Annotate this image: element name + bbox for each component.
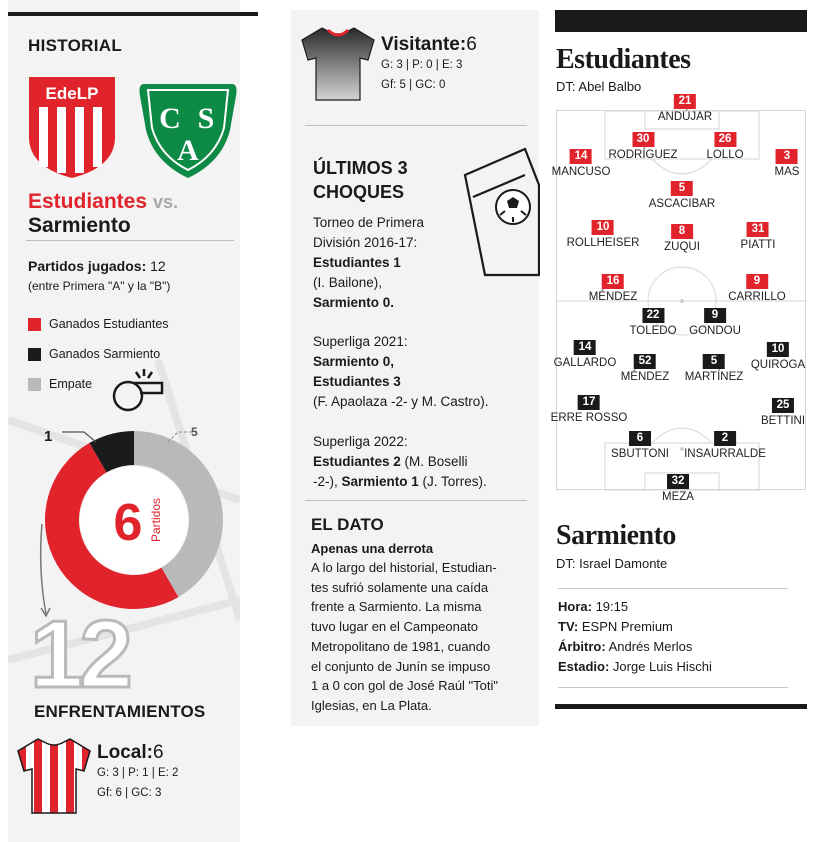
info-estadio xyxy=(558,659,712,674)
player-name: BETTINI xyxy=(760,415,806,427)
player-name: INSAURRALDE xyxy=(684,448,766,460)
player-estudiantes xyxy=(706,132,743,162)
dato-line: tuvo lugar en el Campeonato xyxy=(311,619,478,635)
player-number: 8 xyxy=(671,224,693,239)
dato-line: Iglesias, en La Plata. xyxy=(311,697,432,713)
match-1-home: Estudiantes 1 xyxy=(313,255,401,270)
estudiantes-crest-icon xyxy=(27,75,117,180)
team-home-name: Estudiantes xyxy=(28,190,148,213)
player-number: 6 xyxy=(629,431,651,446)
player-number: 52 xyxy=(634,354,656,369)
vs-label: vs. xyxy=(153,192,179,212)
player-name: RODRÍGUEZ xyxy=(608,149,678,161)
match-3-away-scorers: (J. Torres). xyxy=(418,474,487,489)
match-2-comp: Superliga 2021: xyxy=(313,334,408,349)
donut-segment-sarmiento xyxy=(98,448,134,458)
info-tv xyxy=(558,619,673,634)
match-2-away: Estudiantes 3 xyxy=(313,374,401,389)
dato-subtitle: Apenas una derrota xyxy=(311,541,434,556)
match-3-home: Estudiantes 2 xyxy=(313,454,401,469)
match-3-home-scorers: (M. Boselli xyxy=(400,454,468,469)
historial-heading: HISTORIAL xyxy=(28,36,123,55)
dato-line: 1 a 0 con gol de José Raúl "Toti" xyxy=(311,678,499,694)
estudiantes-title: Estudiantes xyxy=(556,44,691,75)
legend-label: Empate xyxy=(49,377,93,391)
player-sarmiento xyxy=(689,308,741,338)
player-sarmiento xyxy=(621,354,670,384)
player-name: CARRILLO xyxy=(728,291,786,303)
player-estudiantes xyxy=(609,132,678,162)
donut-center-value: 6 xyxy=(113,494,143,552)
crest-letter-c: C xyxy=(159,102,181,135)
sarmiento-crest-icon xyxy=(136,80,240,180)
player-sarmiento xyxy=(684,431,766,461)
donut-label-sarmiento: 1 xyxy=(44,428,53,445)
player-name: TOLEDO xyxy=(629,325,677,337)
player-sarmiento xyxy=(554,340,617,370)
player-number: 5 xyxy=(703,354,725,369)
info-value: Jorge Luis Hischi xyxy=(612,659,712,674)
local-label: Local: xyxy=(97,742,153,763)
lineup-pitch xyxy=(550,95,806,503)
player-name: MARTÍNEZ xyxy=(684,371,744,383)
local-title xyxy=(97,742,164,764)
ultimos-title-line1: ÚLTIMOS 3 xyxy=(313,158,408,178)
divider xyxy=(305,500,527,501)
dato-line: el conjunto de Junín se impuso xyxy=(311,658,491,674)
divider xyxy=(558,588,788,589)
player-number: 26 xyxy=(714,132,736,147)
info-value: Andrés Merlos xyxy=(608,639,693,654)
info-hora xyxy=(558,599,628,614)
player-estudiantes xyxy=(664,224,700,254)
player-sarmiento xyxy=(611,431,669,461)
player-sarmiento xyxy=(685,354,744,384)
local-value: 6 xyxy=(152,742,164,763)
info-label: Árbitro: xyxy=(558,639,606,654)
info-arbitro xyxy=(558,639,692,654)
donut-center-label: Partidos xyxy=(149,497,163,543)
player-number: 25 xyxy=(772,398,794,413)
visitante-label: Visitante: xyxy=(381,34,467,55)
player-name: GALLARDO xyxy=(553,357,617,369)
legend-swatch xyxy=(28,318,41,331)
match-3-home-scorers-cont: -2-), xyxy=(313,474,342,489)
player-sarmiento xyxy=(761,398,805,428)
estudiantes-coach: DT: Abel Balbo xyxy=(556,79,642,94)
player-name: LOLLO xyxy=(706,149,744,161)
matchup-line xyxy=(28,190,178,214)
player-name: MÉNDEZ xyxy=(620,371,670,383)
legend-item-empate xyxy=(28,377,92,391)
sarmiento-coach: DT: Israel Damonte xyxy=(556,556,668,571)
player-number: 10 xyxy=(592,220,614,235)
player-sarmiento xyxy=(551,395,628,425)
legend-label: Ganados Sarmiento xyxy=(49,347,161,361)
player-estudiantes xyxy=(567,220,640,250)
player-number: 31 xyxy=(747,222,769,237)
visitante-value: 6 xyxy=(466,34,477,55)
player-number: 14 xyxy=(574,340,596,355)
local-jersey-icon xyxy=(14,735,94,817)
divider xyxy=(305,125,527,126)
player-number: 30 xyxy=(632,132,654,147)
match-2-scorers: (F. Apaolaza -2- y M. Castro). xyxy=(313,394,489,409)
player-number: 10 xyxy=(767,342,789,357)
info-value: ESPN Premium xyxy=(581,619,673,634)
crest-letter-a: A xyxy=(177,134,199,167)
lineup-bottom-bar xyxy=(555,704,807,709)
player-estudiantes xyxy=(649,181,715,211)
played-note: (entre Primera "A" y la "B") xyxy=(28,279,171,293)
player-name: SBUTTONI xyxy=(611,448,669,460)
player-number: 32 xyxy=(667,474,689,489)
player-sarmiento xyxy=(751,342,805,372)
total-matches-number: 12 xyxy=(30,601,129,708)
local-stats-goals: Gf: 6 | GC: 3 xyxy=(97,787,162,799)
player-name: GONDOU xyxy=(689,325,741,337)
player-sarmiento xyxy=(662,474,694,504)
dato-line: Metropolitano de 1981, cuando xyxy=(311,638,491,654)
match-3-away: Sarmiento 1 xyxy=(341,474,419,489)
player-name: MANCUSO xyxy=(551,166,611,178)
visitante-title xyxy=(381,34,477,56)
match-1-scorers: (I. Bailone), xyxy=(313,275,383,290)
match-2-home: Sarmiento 0, xyxy=(313,354,395,369)
player-name: ASCACIBAR xyxy=(648,198,716,210)
visitante-jersey-icon xyxy=(298,24,378,104)
player-sarmiento xyxy=(629,308,676,338)
dato-line: frente a Sarmiento. La misma xyxy=(311,599,482,615)
dato-body xyxy=(311,558,539,716)
match-3-line3 xyxy=(313,472,538,492)
player-number: 14 xyxy=(570,149,592,164)
played-value: 12 xyxy=(150,258,166,274)
player-estudiantes xyxy=(775,149,800,179)
donut-label-empate: 5 xyxy=(191,425,198,439)
legend-label: Ganados Estudiantes xyxy=(49,317,169,331)
match-1-away: Sarmiento 0. xyxy=(313,295,395,310)
player-number: 21 xyxy=(674,94,696,109)
local-stats-record: G: 3 | P: 1 | E: 2 xyxy=(97,767,179,779)
player-estudiantes xyxy=(728,274,786,304)
player-number: 17 xyxy=(578,395,600,410)
ultimos-title-line2: CHOQUES xyxy=(313,182,405,202)
sarmiento-title: Sarmiento xyxy=(556,520,676,551)
info-label: TV: xyxy=(558,619,579,634)
player-estudiantes xyxy=(589,274,638,304)
legend-swatch xyxy=(28,378,41,391)
player-estudiantes xyxy=(552,149,611,179)
matches-donut-chart xyxy=(34,420,234,620)
lineup-top-bar xyxy=(555,10,807,32)
visitante-stats-goals: Gf: 5 | GC: 0 xyxy=(381,79,446,91)
crest-letter-s: S xyxy=(197,102,215,135)
dato-line: tes sufrió solamente una caída xyxy=(311,579,489,595)
estudiantes-crest-text: EdeLP xyxy=(45,84,99,103)
player-name: ZUQUI xyxy=(664,241,700,253)
player-name: MÉNDEZ xyxy=(588,291,638,303)
whistle-icon xyxy=(104,366,166,418)
player-number: 16 xyxy=(602,274,624,289)
player-estudiantes xyxy=(658,94,712,124)
info-label: Estadio: xyxy=(558,659,610,674)
player-name: MEZA xyxy=(662,491,694,503)
dato-title: EL DATO xyxy=(311,515,384,534)
player-name: PIATTI xyxy=(740,239,776,251)
match-1 xyxy=(313,213,538,313)
info-value: 19:15 xyxy=(595,599,629,614)
match-3-line2 xyxy=(313,452,538,472)
divider xyxy=(26,240,234,241)
player-name: MAS xyxy=(774,166,800,178)
match-3-comp: Superliga 2022: xyxy=(313,434,408,449)
legend-swatch xyxy=(28,348,41,361)
match-3 xyxy=(313,432,538,492)
visitante-stats-record: G: 3 | P: 0 | E: 3 xyxy=(381,59,463,71)
legend-item-estudiantes xyxy=(28,317,169,331)
top-rule xyxy=(8,12,258,16)
divider xyxy=(558,687,788,688)
player-name: ROLLHEISER xyxy=(566,237,640,249)
player-name: QUIROGA xyxy=(750,359,806,371)
dato-line: A lo largo del historial, Estudian- xyxy=(311,560,497,575)
player-number: 22 xyxy=(642,308,664,323)
player-number: 2 xyxy=(714,431,736,446)
player-number: 9 xyxy=(746,274,768,289)
player-number: 3 xyxy=(776,149,798,164)
played-line xyxy=(28,258,166,274)
played-label: Partidos jugados: xyxy=(28,258,147,274)
match-1-comp-line1: Torneo de Primera xyxy=(313,215,425,230)
donut-pointer-lines xyxy=(58,424,198,444)
player-number: 9 xyxy=(704,308,726,323)
total-matches-label: ENFRENTAMIENTOS xyxy=(34,702,206,721)
match-2 xyxy=(313,332,538,412)
player-number: 5 xyxy=(671,181,693,196)
legend-item-sarmiento xyxy=(28,347,160,361)
match-1-comp-line2: División 2016-17: xyxy=(313,235,418,250)
player-name: ANDÚJAR xyxy=(657,111,713,123)
player-name: ERRE ROSSO xyxy=(550,412,628,424)
team-away-name: Sarmiento xyxy=(28,214,131,237)
info-label: Hora: xyxy=(558,599,592,614)
player-estudiantes xyxy=(741,222,776,252)
